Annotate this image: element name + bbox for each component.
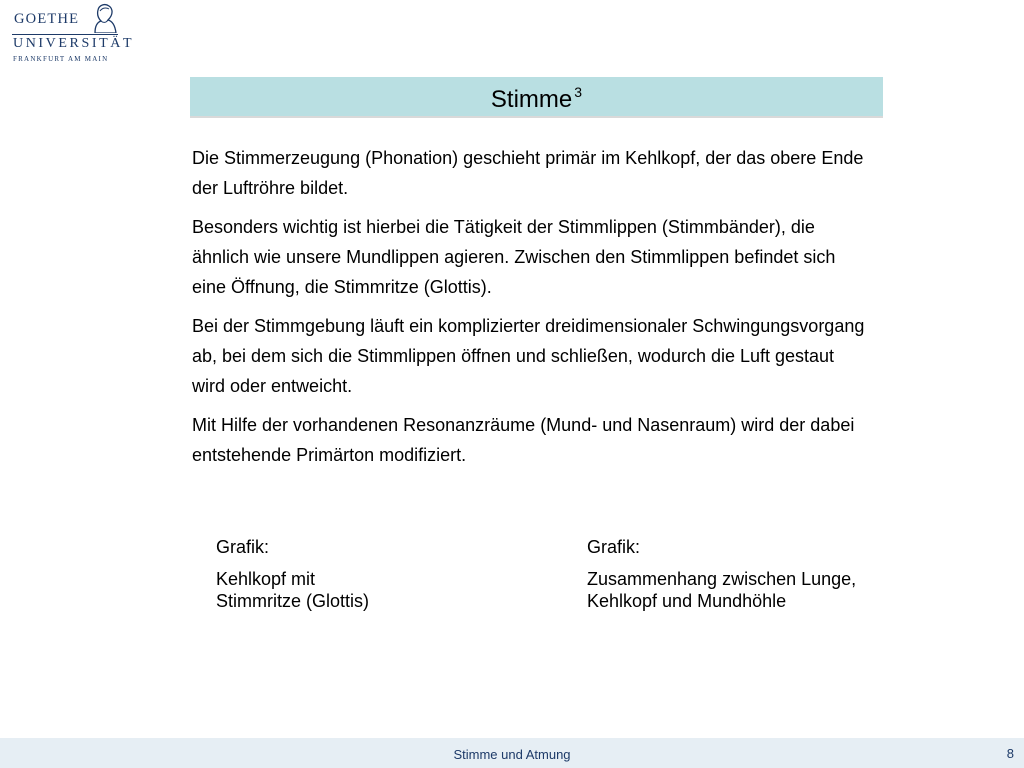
logo-line-universitaet: UNIVERSITÄT [13, 36, 135, 51]
footer-title: Stimme und Atmung [453, 747, 571, 762]
graphic-caption-left [216, 536, 476, 612]
university-logo [12, 3, 135, 63]
page-number: 8 [1006, 746, 1014, 761]
slide-title-superscript: 3 [574, 84, 583, 100]
slide-footer [0, 738, 1024, 768]
slide-title-text: Stimme [490, 86, 573, 113]
graphic-description: Zusammenhang zwischen Lunge, Kehlkopf und Mundhöhle [587, 569, 857, 611]
graphic-label: Grafik: [587, 537, 641, 557]
goethe-portrait-icon [89, 3, 117, 33]
logo-line-goethe: GOETHE [14, 11, 80, 27]
slide-body [192, 143, 872, 479]
slide-title [190, 84, 883, 114]
body-paragraph-4: Mit Hilfe der vorhandenen Resonanzräume (Mund- und Nasenraum) wird der dabei entstehende Primärton modifiziert. [192, 415, 855, 465]
body-paragraph-1: Die Stimmerzeugung (Phonation) geschieht primär im Kehlkopf, der das obere Ende der Luftröhre bildet. [192, 148, 864, 198]
graphic-caption-right [587, 536, 917, 612]
graphic-label: Grafik: [216, 537, 270, 557]
body-paragraph-2: Besonders wichtig ist hierbei die Tätigkeit der Stimmlippen (Stimmbänder), die ähnlich wie unsere Mundlippen agieren. Zwischen den Stimmlippen befindet sich eine Öffnung, die Stimmritze (Glottis). [192, 217, 836, 297]
graphic-description: Kehlkopf mit Stimmritze (Glottis) [216, 569, 369, 611]
body-paragraph-3: Bei der Stimmgebung läuft ein komplizierter dreidimensionaler Schwingungsvorgang ab, bei dem sich die Stimmlippen öffnen und schließen, wodurch die Luft gestaut wird oder entweicht. [192, 316, 865, 396]
logo-line-frankfurt: FRANKFURT AM MAIN [13, 55, 109, 63]
logo-divider [12, 34, 118, 35]
slide-title-bar [190, 77, 883, 118]
